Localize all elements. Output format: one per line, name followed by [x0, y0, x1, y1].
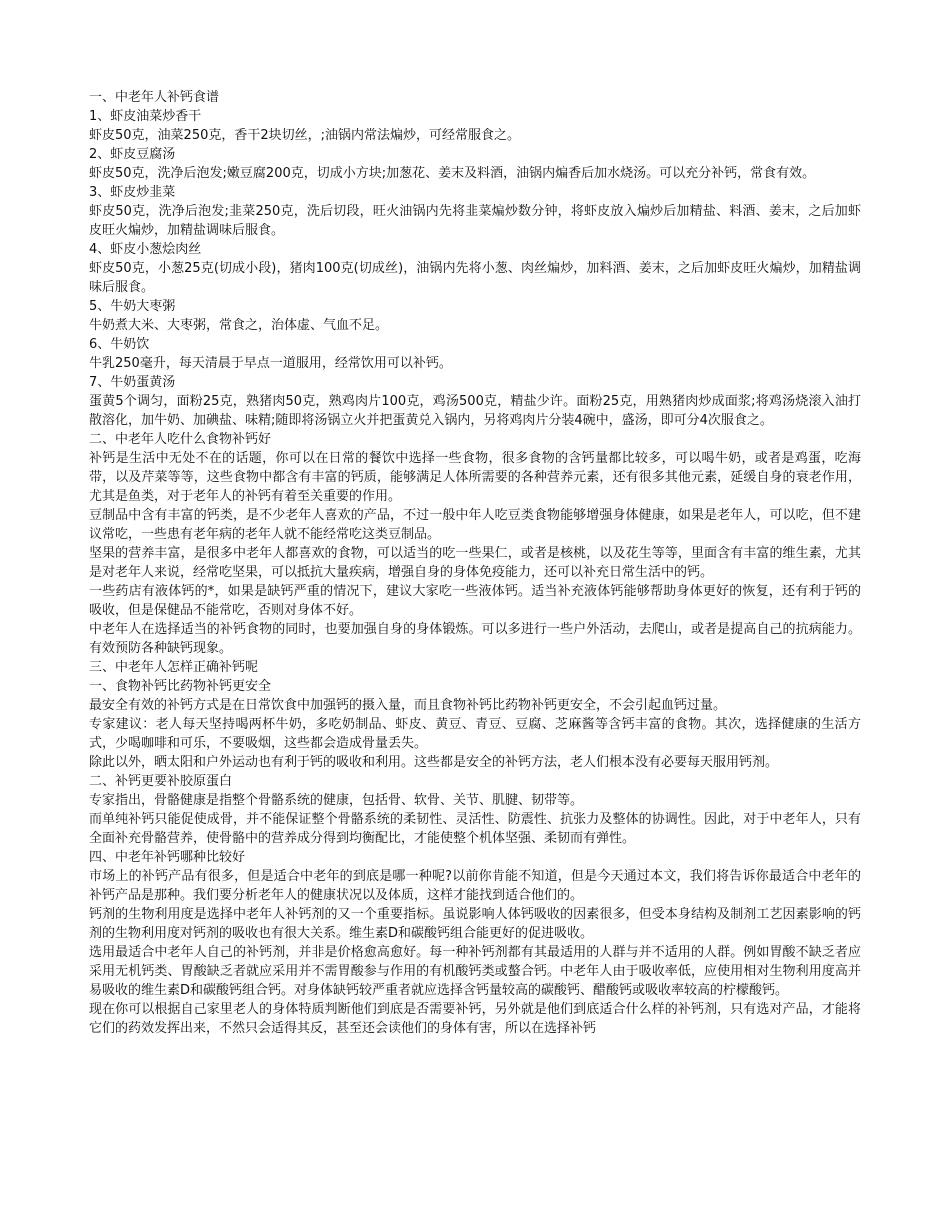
subsection-heading: 一、食物补钙比药物补钙更安全 [89, 679, 272, 694]
body-paragraph: 坚果的营养丰富，是很多中老年人都喜欢的食物，可以适当的吃一些果仁，或者是核桃，以及花生等等，里面含有丰富的维生素，尤其是对老年人来说，经常吃坚果，可以抵抗大量疾病，增强自身的身体免疫能力，还可以补充日常生活中的钙。 [89, 546, 861, 580]
section-heading: 三、中老年人怎样正确补钙呢 [89, 660, 259, 675]
body-paragraph: 中老年人在选择适当的补钙食物的同时，也要加强自身的身体锻炼。可以多进行一些户外活动，去爬山，或者是提高自己的抗病能力。有效预防各种缺钙现象。 [89, 622, 861, 656]
body-paragraph: 最安全有效的补钙方式是在日常饮食中加强钙的摄入量，而且食物补钙比药物补钙更安全，不会引起血钙过量。 [89, 698, 727, 713]
recipe-title: 5、牛奶大枣粥 [89, 299, 176, 314]
subsection-heading: 二、补钙更要补胶原蛋白 [89, 774, 233, 789]
recipe-text: 虾皮50克，油菜250克，香干2块切丝，;油锅内常法煸炒，可经常服食之。 [89, 128, 521, 143]
recipe-title: 7、牛奶蛋黄汤 [89, 375, 176, 390]
recipe-text: 蛋黄5个调匀，面粉25克，熟猪肉50克，熟鸡肉片100克，鸡汤500克，精盐少许。面粉25克，用熟猪肉炒成面浆;将鸡汤烧滚入油打散溶化，加牛奶、加碘盐、味精;随即将汤锅立火并把蛋黄兑入锅内，另将鸡肉片分装4碗中，盛汤，即可分4次服食之。 [89, 394, 861, 428]
recipe-text: 虾皮50克，洗净后泡发;韭菜250克，洗后切段，旺火油锅内先将韭菜煸炒数分钟，将虾皮放入煸炒后加精盐、料酒、姜末，之后加虾皮旺火煸炒，加精盐调味后服食。 [89, 204, 861, 238]
recipe-title: 4、虾皮小葱烩肉丝 [89, 242, 202, 257]
section-heading: 一、中老年人补钙食谱 [89, 90, 220, 105]
body-paragraph: 选用最适合中老年人自己的补钙剂，并非是价格愈高愈好。每一种补钙剂都有其最适用的人群与并不适用的人群。例如胃酸不缺乏者应采用无机钙类、胃酸缺乏者就应采用并不需胃酸参与作用的有机酸钙类或螯合钙。中老年人由于吸收率低，应使用相对生物利用度高并易吸收的维生素D和碳酸钙组合钙。对身体缺钙较严重者就应选择含钙量较高的碳酸钙、醋酸钙或吸收率较高的柠檬酸钙。 [89, 945, 861, 998]
recipe-text: 虾皮50克，小葱25克(切成小段)，猪肉100克(切成丝)，油锅内先将小葱、肉丝煸炒，加料酒、姜末，之后加虾皮旺火煸炒，加精盐调味后服食。 [89, 261, 861, 295]
body-paragraph: 专家指出，骨骼健康是指整个骨骼系统的健康，包括骨、软骨、关节、肌腱、韧带等。 [89, 793, 584, 808]
body-paragraph: 市场上的补钙产品有很多，但是适合中老年的到底是哪一种呢?以前你肯能不知道，但是今天通过本文，我们将告诉你最适合中老年的补钙产品是那种。我们要分析老年人的健康状况以及体质，这样才能找到适合他们的。 [89, 869, 861, 903]
body-paragraph: 一些药店有液体钙的*，如果是缺钙严重的情况下，建议大家吃一些液体钙。适当补充液体钙能够帮助身体更好的恢复，还有利于钙的吸收，但是保健品不能常吃，否则对身体不好。 [89, 584, 861, 618]
body-paragraph: 钙剂的生物利用度是选择中老年人补钙剂的又一个重要指标。虽说影响人体钙吸收的因素很多，但受本身结构及制剂工艺因素影响的钙剂的生物利用度对钙剂的吸收也有很大关系。维生素D和碳酸钙组合能更好的促进吸收。 [89, 907, 861, 941]
recipe-title: 1、虾皮油菜炒香干 [89, 109, 202, 124]
recipe-title: 6、牛奶饮 [89, 337, 150, 352]
recipe-text: 牛乳250毫升，每天清晨于早点一道服用，经常饮用可以补钙。 [89, 356, 452, 371]
recipe-text: 牛奶煮大米、大枣粥，常食之，治体虚、气血不足。 [89, 318, 389, 333]
body-paragraph: 豆制品中含有丰富的钙类，是不少老年人喜欢的产品，不过一般中年人吃豆类食物能够增强身体健康，如果是老年人，可以吃，但不建议常吃，一些患有老年病的老年人就不能经常吃这类豆制品。 [89, 508, 861, 542]
section-heading: 二、中老年人吃什么食物补钙好 [89, 432, 272, 447]
body-paragraph: 而单纯补钙只能促使成骨，并不能保证整个骨骼系统的柔韧性、灵活性、防震性、抗张力及整体的协调性。因此，对于中老年人，只有全面补充骨骼营养，使骨骼中的营养成分得到均衡配比，才能使整个机体坚强、柔韧而有弹性。 [89, 812, 861, 846]
section-heading: 四、中老年补钙哪种比较好 [89, 850, 246, 865]
body-paragraph: 补钙是生活中无处不在的话题，你可以在日常的餐饮中选择一些食物，很多食物的含钙量都比较多，可以喝牛奶，或者是鸡蛋，吃海带，以及芹菜等等，这些食物中都含有丰富的钙质，能够满足人体所需要的各种营养元素，还有很多其他元素，延缓自身的衰老作用，尤其是鱼类，对于老年人的补钙有着至关重要的作用。 [89, 451, 861, 504]
body-paragraph: 除此以外，晒太阳和户外运动也有利于钙的吸收和利用。这些都是安全的补钙方法，老人们根本没有必要每天服用钙剂。 [89, 755, 779, 770]
document-body [89, 88, 861, 1038]
body-paragraph: 现在你可以根据自己家里老人的身体特质判断他们到底是否需要补钙，另外就是他们到底适合什么样的补钙剂，只有选对产品，才能将它们的药效发挥出来，不然只会适得其反，甚至还会读他们的身体有害，所以在选择补钙 [89, 1002, 861, 1036]
recipe-title: 3、虾皮炒韭菜 [89, 185, 176, 200]
body-paragraph: 专家建议：老人每天坚持喝两杯牛奶，多吃奶制品、虾皮、黄豆、青豆、豆腐、芝麻酱等含钙丰富的食物。其次，选择健康的生活方式，少喝咖啡和可乐，不要吸烟，这些都会造成骨量丢失。 [89, 717, 861, 751]
recipe-title: 2、虾皮豆腐汤 [89, 147, 176, 162]
recipe-text: 虾皮50克，洗净后泡发;嫩豆腐200克，切成小方块;加葱花、姜末及料酒，油锅内煸香后加水烧汤。可以充分补钙，常食有效。 [89, 166, 816, 181]
